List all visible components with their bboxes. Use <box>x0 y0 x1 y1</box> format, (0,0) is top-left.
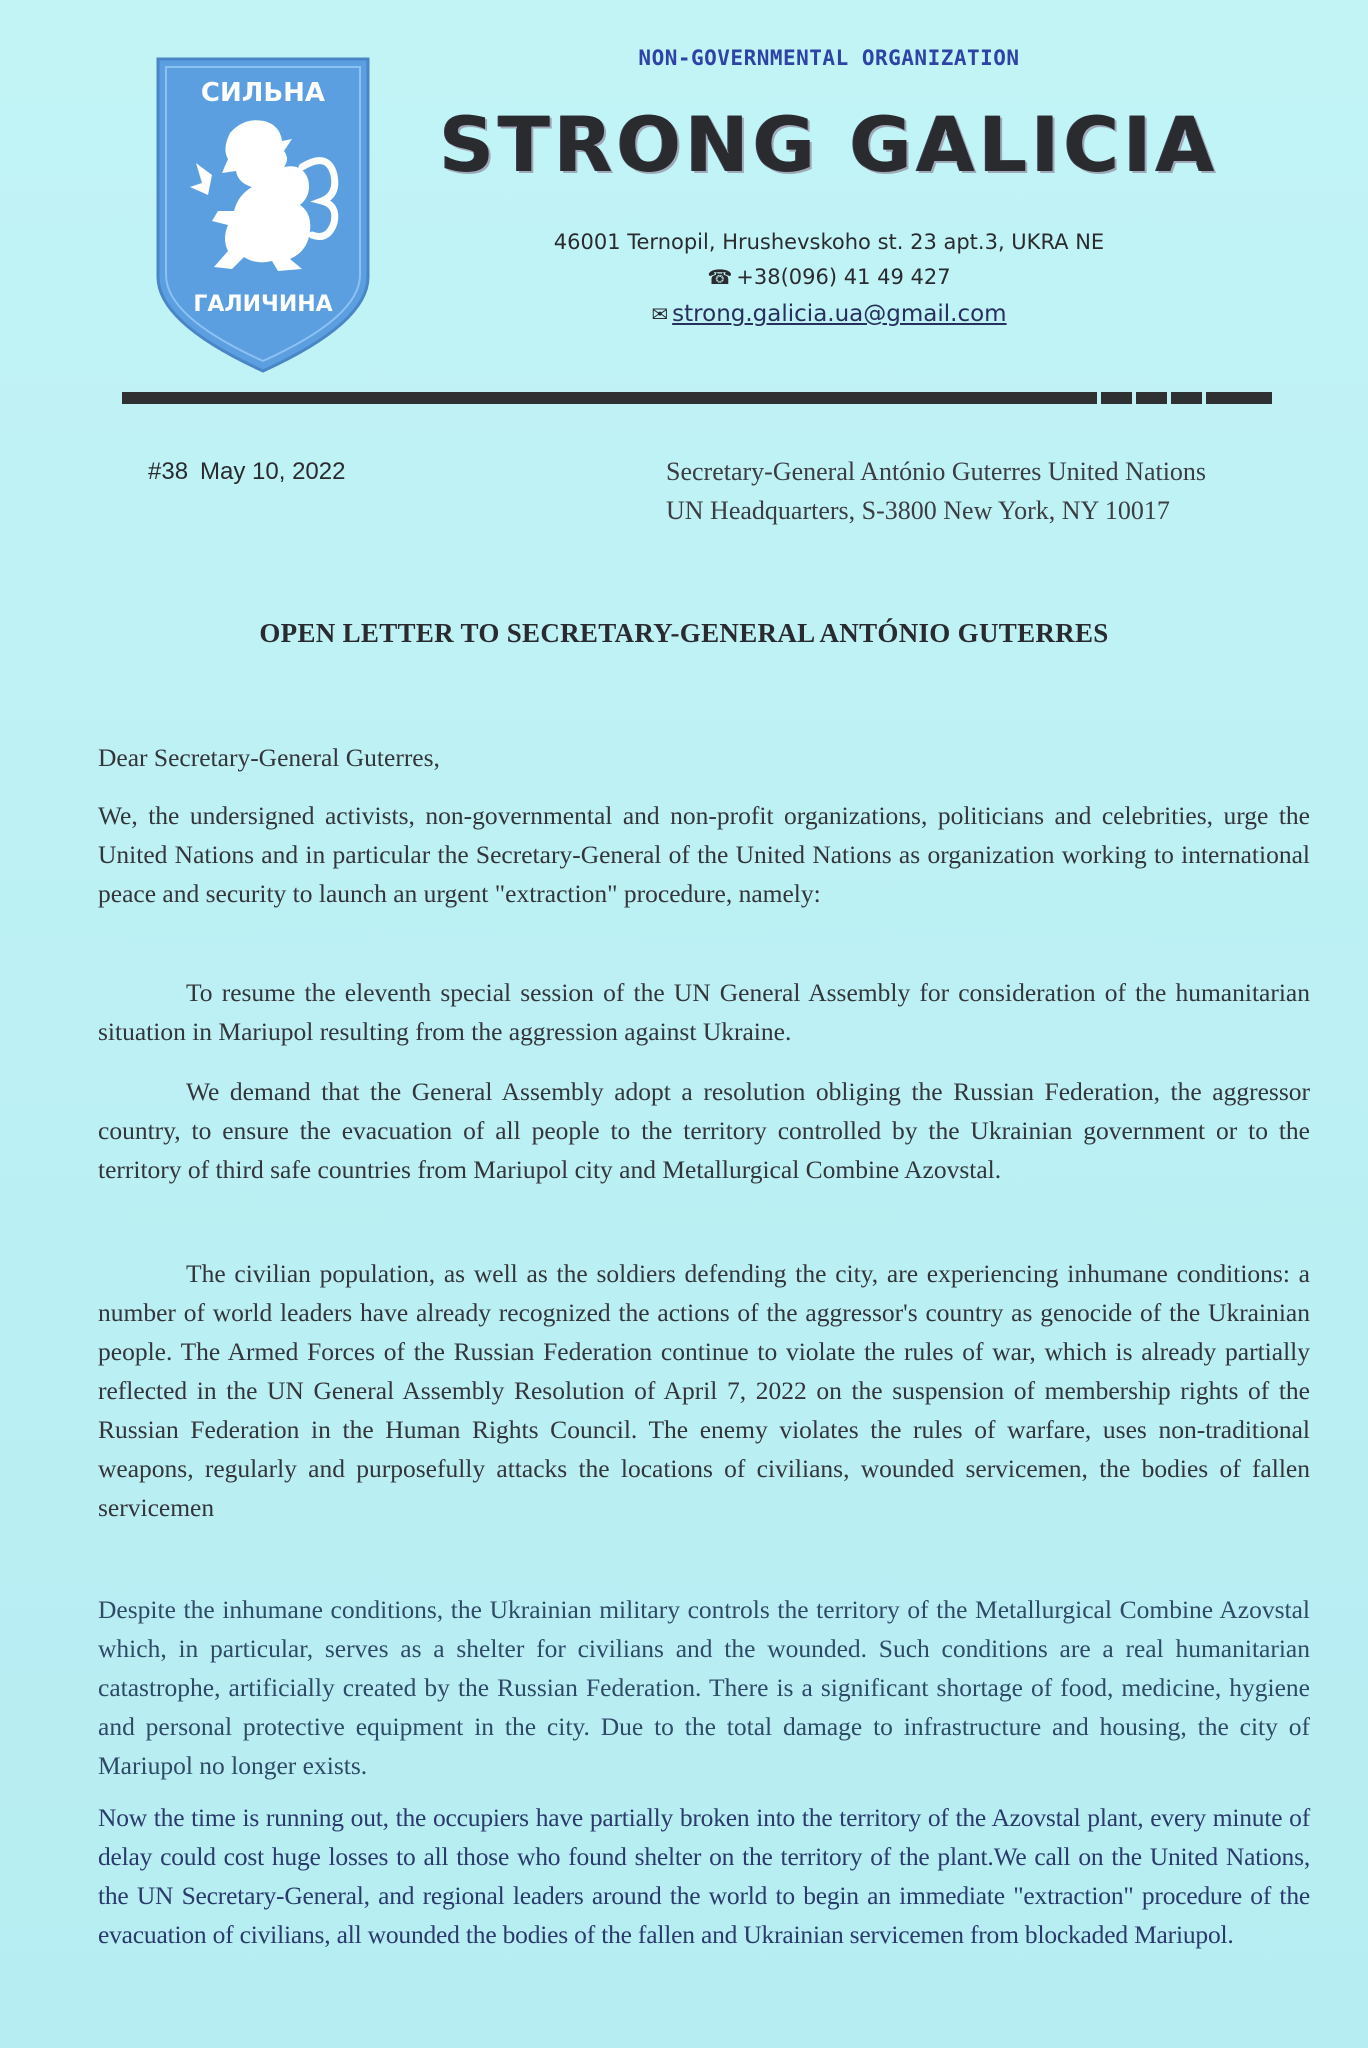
recipient-block <box>666 452 1206 530</box>
paragraph-6: Now the time is running out, the occupiers have partially broken into the territory of the Azovstal plant, every minute of delay could cost huge losses to all those who found shelter on the territory of the plant.We call on the United Nations, the UN Secretary-General, and regional leaders around the world to begin an immediate "extraction" procedure of the evacuation of civilians, all wounded the bodies of the fallen and Ukrainian servicemen from blockaded Mariupol. <box>98 1803 1310 1949</box>
organization-name: STRONG GALICIA <box>439 100 1219 189</box>
emblem-bottom-text: ГАЛИЧИНА <box>193 292 333 317</box>
recipient-line-1: Secretary-General António Guterres United Nations <box>666 457 1207 486</box>
envelope-icon: ✉ <box>651 302 669 326</box>
paragraph-3: We demand that the General Assembly adopt a resolution obliging the Russian Federation, the aggressor country, to ensure the evacuation of all people to the territory controlled by the Ukrainian government or to the territory of third safe countries from Mariupol city and Metallurgical Combine Azovstal. <box>98 1077 1310 1184</box>
phone-line <box>0 265 1368 289</box>
letter-date: May 10, 2022 <box>200 458 346 485</box>
letter-number: #38 <box>148 458 189 485</box>
paragraph-2: To resume the eleventh special session of the UN General Assembly for consideration of the humanitarian situation in Mariupol resulting from the aggression against Ukraine. <box>98 978 1310 1046</box>
organization-type: NON-GOVERNMENTAL ORGANIZATION <box>638 46 1020 70</box>
phone-number: +38(096) 41 49 427 <box>736 265 951 289</box>
paragraph-5: Despite the inhumane conditions, the Ukrainian military controls the territory of the Metallurgical Combine Azovstal which, in particular, serves as a shelter for civilians and the wounded. Such conditions are a real humanitarian catastrophe, artificially created by the Russian Federation. There is a significant shortage of food, medicine, hygiene and personal protective equipment in the city. Due to the total damage to infrastructure and housing, the city of Mariupol no longer exists. <box>98 1595 1310 1780</box>
header-divider <box>122 392 1272 404</box>
paragraph-1: We, the undersigned activists, non-governmental and non-profit organizations, politicians and celebrities, urge the United Nations and in particular the Secretary-General of the United Nations as organization working to international peace and security to launch an urgent "extraction" procedure, namely: <box>98 801 1310 908</box>
email-line <box>0 301 1368 327</box>
salutation: Dear Secretary-General Guterres, <box>98 743 440 772</box>
paragraph-4: The civilian population, as well as the soldiers defending the city, are experiencing inhumane conditions: a number of world leaders have already recognized the actions of the aggressor's country as genocide of the Ukrainian people. The Armed Forces of the Russian Federation continue to violate the rules of war, which is already partially reflected in the UN General Assembly Resolution of April 7, 2022 on the suspension of membership rights of the Russian Federation in the Human Rights Council. The enemy violates the rules of warfare, uses non-traditional weapons, regularly and purposefully attacks the locations of civilians, wounded servicemen, the bodies of fallen servicemen <box>98 1259 1310 1522</box>
letter-title: OPEN LETTER TO SECRETARY-GENERAL ANTÓNIO GUTERRES <box>259 618 1109 648</box>
letter-reference <box>148 458 345 486</box>
email-link[interactable]: strong.galicia.ua@gmail.com <box>672 301 1007 327</box>
organization-address: 46001 Ternopil, Hrushevskoho st. 23 apt.3, UKRA NE <box>553 230 1105 254</box>
telephone-icon: ☎ <box>707 265 733 289</box>
emblem-top-text: СИЛЬНА <box>200 78 326 108</box>
recipient-line-2: UN Headquarters, S-3800 New York, NY 10017 <box>666 496 1170 525</box>
